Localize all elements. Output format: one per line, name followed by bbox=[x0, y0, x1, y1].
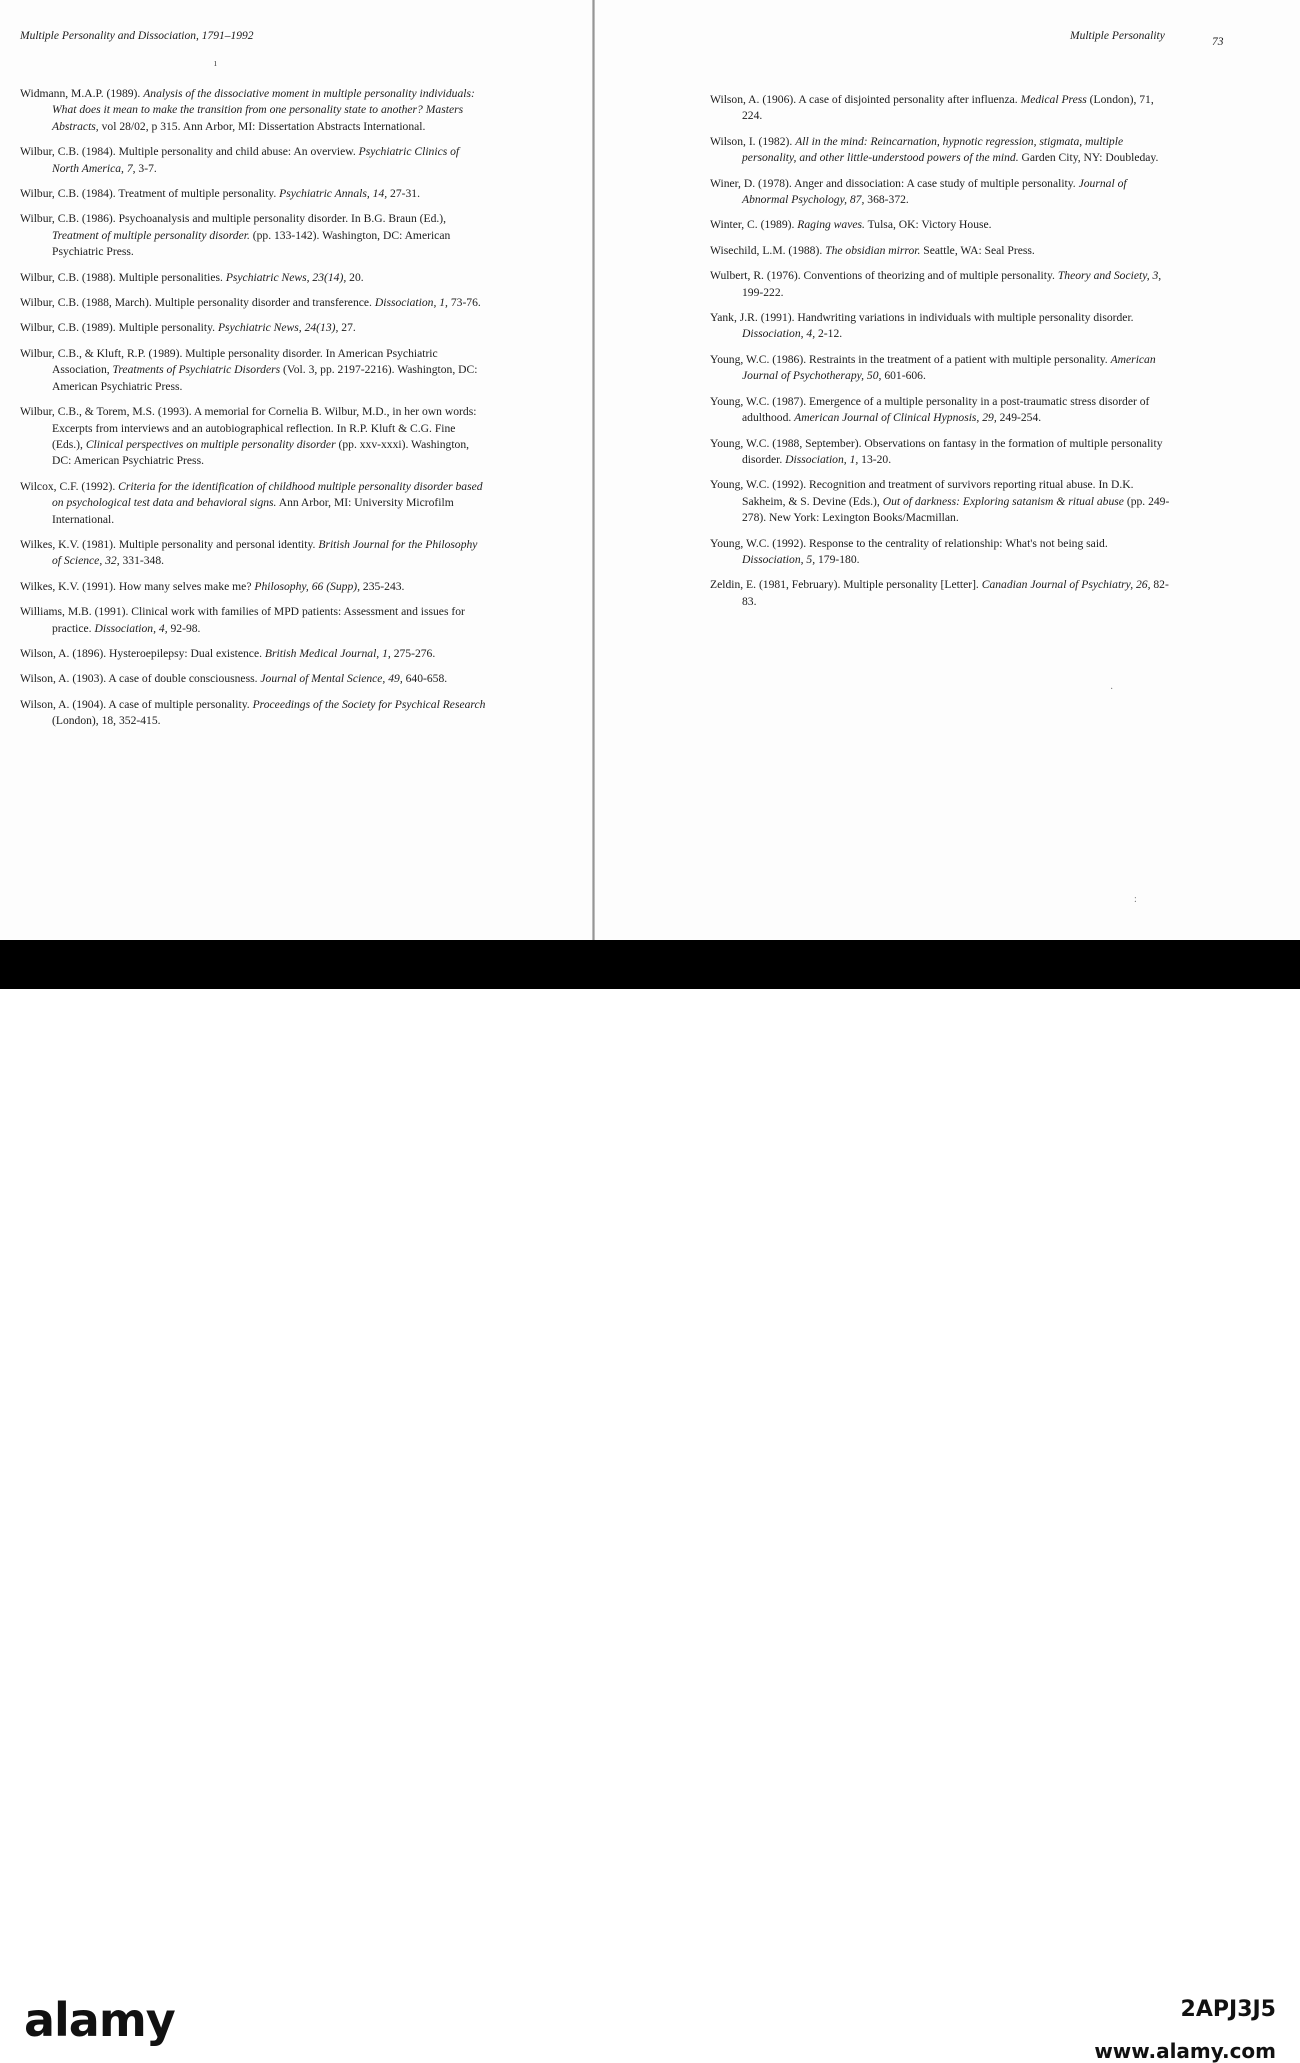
reference-author-text: Young, W.C. (1987). Emergence of a multiple personality in a post-traumatic stress disorder of adulthood. bbox=[710, 394, 1150, 425]
reference-author-text: Winer, D. (1978). Anger and dissociation: A case study of multiple personality. bbox=[710, 176, 1079, 190]
reference-author-text: Widmann, M.A.P. (1989). bbox=[20, 87, 144, 100]
reference-author-text: Wilson, A. (1903). A case of double consciousness. bbox=[20, 672, 261, 686]
reference-entry bbox=[20, 671, 486, 687]
reference-title-text: Psychiatric Annals, 14, bbox=[279, 187, 388, 201]
reference-author-text: Yank, J.R. (1991). Handwriting variations in individuals with multiple personality disorder. bbox=[710, 311, 1134, 325]
reference-author-text: Wilbur, C.B. (1986). Psychoanalysis and multiple personality disorder. In B.G. Braun (Ed.), bbox=[20, 212, 447, 226]
reference-title-text: Journal of Mental Science, 49, bbox=[260, 672, 403, 686]
watermark-bar bbox=[0, 989, 1300, 2063]
reference-title-text: Medical Press bbox=[1020, 93, 1087, 106]
reference-author-text: Wilson, A. (1896). Hysteroepilepsy: Dual existence. bbox=[20, 646, 265, 660]
left-reference-column bbox=[20, 86, 486, 739]
reference-title-text: Dissociation, 4, bbox=[742, 327, 816, 341]
right-running-head: Multiple Personality bbox=[1070, 30, 1165, 42]
reference-pages-text: 179-180. bbox=[815, 552, 860, 566]
speck: · bbox=[1110, 684, 1114, 695]
reference-entry bbox=[20, 86, 486, 135]
left-running-head: Multiple Personality and Dissociation, 1791–1992 bbox=[20, 30, 254, 42]
reference-title-text: American Journal of Clinical Hypnosis, 29, bbox=[794, 411, 997, 425]
reference-entry bbox=[710, 268, 1172, 301]
reference-pages-text: (London), 18, 352-415. bbox=[52, 714, 161, 728]
reference-pages-text: Tulsa, OK: Victory House. bbox=[864, 218, 992, 232]
reference-pages-text: Seattle, WA: Seal Press. bbox=[920, 243, 1035, 257]
reference-pages-text: (pp. 249-278). New York: Lexington Books/Macmillan. bbox=[742, 494, 1170, 525]
reference-title-text: All in the mind: Reincarnation, hypnotic regression, stigmata, multiple personality, and other little-understood powers of the mind. bbox=[742, 134, 1124, 165]
reference-pages-text: 368-372. bbox=[864, 193, 909, 207]
reference-entry bbox=[710, 134, 1172, 167]
reference-entry bbox=[20, 404, 486, 470]
reference-author-text: Wilcox, C.F. (1992). bbox=[20, 479, 119, 493]
reference-title-text: Journal of Abnormal Psychology, 87, bbox=[742, 176, 1127, 207]
reference-pages-text: 2-12. bbox=[815, 327, 843, 341]
page-number: 73 bbox=[1212, 36, 1224, 48]
reference-entry bbox=[710, 243, 1172, 259]
reference-author-text: Wilson, A. (1904). A case of multiple personality. bbox=[20, 697, 253, 711]
reference-title-text: Dissociation, 5, bbox=[742, 552, 816, 566]
reference-author-text: Young, W.C. (1988, September). Observations on fantasy in the formation of multiple personality disorder. bbox=[710, 436, 1163, 466]
reference-pages-text: 13-20. bbox=[858, 452, 892, 466]
reference-author-text: Wilkes, K.V. (1981). Multiple personality and personal identity. bbox=[20, 537, 319, 551]
reference-entry bbox=[20, 186, 486, 202]
reference-pages-text: 275-276. bbox=[390, 646, 436, 660]
reference-title-text: Treatments of Psychiatric Disorders bbox=[112, 363, 281, 377]
reference-pages-text: 27. bbox=[338, 321, 356, 335]
reference-entry bbox=[20, 320, 486, 336]
reference-pages-text: 331-348. bbox=[119, 554, 165, 568]
reference-author-text: Wisechild, L.M. (1988). bbox=[710, 243, 826, 257]
reference-author-text: Wilbur, C.B., & Torem, M.S. (1993). A memorial for Cornelia B. Wilbur, M.D., in her own words: Excerpts from interviews and an autobiographical reflection. In R.P. Kluft & C.G. Fine (Eds.), bbox=[20, 405, 477, 451]
reference-entry bbox=[20, 537, 486, 570]
reference-author-text: Zeldin, E. (1981, February). Multiple personality [Letter]. bbox=[710, 578, 982, 592]
reference-entry bbox=[20, 697, 486, 730]
reference-pages-text: (Vol. 3, pp. 2197-2216). Washington, DC: American Psychiatric Press. bbox=[52, 363, 478, 393]
reference-title-text: Psychiatric News, 24(13), bbox=[217, 321, 339, 335]
reference-pages-text: vol 28/02, p 315. Ann Arbor, MI: Dissertation Abstracts International. bbox=[98, 119, 426, 133]
reference-entry bbox=[20, 295, 486, 311]
reference-title-text: British Medical Journal, 1, bbox=[264, 646, 391, 660]
reference-author-text: Wilbur, C.B. (1989). Multiple personality. bbox=[20, 321, 218, 335]
reference-author-text: Wilkes, K.V. (1991). How many selves make me? bbox=[20, 579, 255, 593]
reference-author-text: Wulbert, R. (1976). Conventions of theorizing and of multiple personality. bbox=[710, 269, 1058, 283]
reference-author-text: Young, W.C. (1986). Restraints in the treatment of a patient with multiple personality. bbox=[710, 352, 1111, 366]
reference-pages-text: (pp. 133-142). Washington, DC: American Psychiatric Press. bbox=[52, 228, 451, 259]
reference-pages-text: 3-7. bbox=[135, 161, 157, 175]
reference-title-text: Proceedings of the Society for Psychical Research bbox=[252, 697, 486, 711]
reference-entry bbox=[20, 479, 486, 528]
reference-title-text: British Journal for the Philosophy of Science, 32, bbox=[52, 537, 478, 568]
reference-title-text: Out of darkness: Exploring satanism & ritual abuse bbox=[882, 494, 1124, 508]
reference-title-text: Treatment of multiple personality disorder. bbox=[52, 228, 250, 242]
reference-author-text: Young, W.C. (1992). Response to the centrality of relationship: What's not being said. bbox=[710, 536, 1108, 550]
reference-title-text: Dissociation, 1, bbox=[785, 452, 859, 466]
reference-author-text: Wilson, A. (1906). A case of disjointed personality after influenza. bbox=[710, 93, 1021, 106]
alamy-logo: alamy bbox=[24, 1993, 175, 2047]
scan-border bbox=[0, 940, 1300, 989]
reference-entry bbox=[710, 352, 1172, 385]
reference-entry bbox=[710, 477, 1172, 526]
reference-entry bbox=[710, 176, 1172, 209]
reference-author-text: Wilson, I. (1982). bbox=[710, 134, 796, 148]
reference-title-text: Analysis of the dissociative moment in multiple personality individuals: What does it mean to make the transition from one personality state to another? Masters Abstracts, bbox=[52, 87, 475, 133]
reference-entry bbox=[710, 436, 1172, 469]
reference-title-text: Psychiatric News, 23(14), bbox=[225, 270, 347, 284]
speck: : bbox=[1134, 894, 1137, 905]
reference-pages-text: (London), 71, 224. bbox=[742, 93, 1154, 123]
reference-entry bbox=[710, 310, 1172, 343]
reference-pages-text: 73-76. bbox=[447, 296, 481, 310]
reference-title-text: Raging waves. bbox=[797, 218, 865, 232]
reference-title-text: Psychiatric Clinics of North America, 7, bbox=[52, 145, 460, 175]
reference-author-text: Wilbur, C.B., & Kluft, R.P. (1989). Multiple personality disorder. In American Psychiatric Association, bbox=[20, 346, 438, 377]
reference-author-text: Wilbur, C.B. (1984). Multiple personality and child abuse: An overview. bbox=[20, 145, 359, 159]
reference-title-text: Dissociation, 1, bbox=[374, 296, 448, 310]
reference-title-text: The obsidian mirror. bbox=[825, 243, 921, 257]
watermark-url: www.alamy.com bbox=[1094, 2039, 1276, 2063]
reference-pages-text: (pp. xxv-xxxi). Washington, DC: American Psychiatric Press. bbox=[52, 437, 470, 468]
reference-pages-text: 20. bbox=[346, 270, 364, 284]
reference-title-text: Clinical perspectives on multiple personality disorder bbox=[85, 437, 336, 451]
page-gutter bbox=[592, 0, 595, 940]
reference-pages-text: Ann Arbor, MI: University Microfilm International. bbox=[52, 496, 454, 526]
reference-entry bbox=[20, 211, 486, 260]
reference-pages-text: 92-98. bbox=[167, 621, 201, 635]
reference-entry bbox=[20, 604, 486, 637]
reference-entry bbox=[710, 92, 1172, 125]
reference-entry bbox=[20, 579, 486, 595]
reference-pages-text: 27-31. bbox=[387, 187, 420, 201]
reference-author-text: Winter, C. (1989). bbox=[710, 218, 798, 232]
reference-pages-text: Garden City, NY: Doubleday. bbox=[1018, 151, 1159, 165]
reference-entry bbox=[710, 577, 1172, 610]
reference-title-text: American Journal of Psychotherapy, 50, bbox=[742, 352, 1156, 383]
reference-pages-text: 235-243. bbox=[360, 579, 405, 593]
reference-title-text: Philosophy, 66 (Supp), bbox=[254, 579, 360, 593]
stray-mark: ı bbox=[214, 58, 217, 69]
reference-entry bbox=[710, 536, 1172, 569]
reference-pages-text: 249-254. bbox=[996, 411, 1042, 425]
reference-entry bbox=[20, 270, 486, 286]
reference-entry bbox=[20, 144, 486, 177]
reference-entry bbox=[710, 394, 1172, 427]
reference-title-text: Theory and Society, 3, bbox=[1057, 269, 1162, 283]
reference-entry bbox=[710, 217, 1172, 233]
reference-author-text: Wilbur, C.B. (1984). Treatment of multiple personality. bbox=[20, 187, 280, 201]
image-id: 2APJ3J5 bbox=[1180, 1997, 1276, 2022]
reference-author-text: Wilbur, C.B. (1988). Multiple personalities. bbox=[20, 270, 226, 284]
reference-pages-text: 82-83. bbox=[742, 578, 1169, 608]
reference-author-text: Wilbur, C.B. (1988, March). Multiple personality disorder and transference. bbox=[20, 296, 375, 310]
right-reference-column bbox=[710, 92, 1172, 619]
reference-author-text: Williams, M.B. (1991). Clinical work with families of MPD patients: Assessment and issues for practice. bbox=[20, 605, 465, 635]
book-spread bbox=[0, 0, 1300, 940]
reference-title-text: Criteria for the identification of childhood multiple personality disorder based on psychological test data and behavioral signs. bbox=[52, 479, 483, 510]
reference-title-text: Dissociation, 4, bbox=[94, 621, 168, 635]
reference-pages-text: 199-222. bbox=[742, 285, 784, 299]
reference-entry bbox=[20, 346, 486, 395]
reference-pages-text: 640-658. bbox=[402, 672, 448, 686]
reference-entry bbox=[20, 646, 486, 662]
reference-title-text: Canadian Journal of Psychiatry, 26, bbox=[981, 578, 1151, 592]
reference-pages-text: 601-606. bbox=[881, 369, 926, 383]
reference-author-text: Young, W.C. (1992). Recognition and treatment of survivors reporting ritual abuse. In D.K. Sakheim, & S. Devine (Eds.), bbox=[710, 478, 1134, 508]
